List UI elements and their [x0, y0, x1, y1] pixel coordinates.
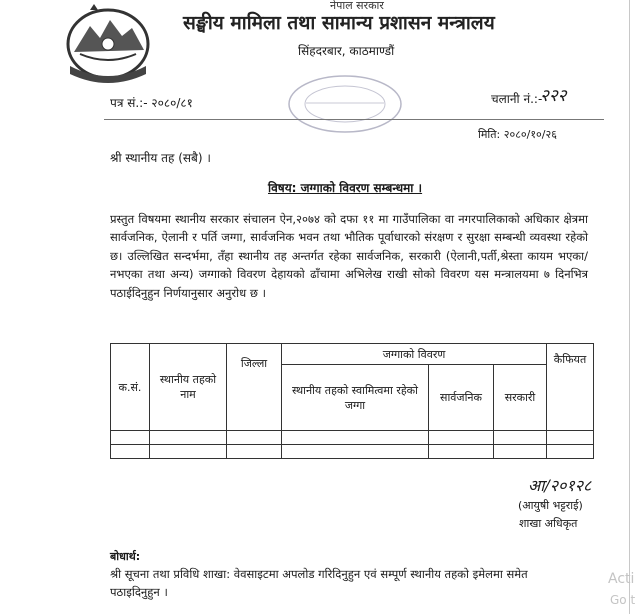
signatory-name: (आयुषी भट्टराई) [518, 499, 583, 512]
activation-watermark-line2: Go t [610, 593, 636, 607]
col-sn: क.सं. [111, 344, 150, 431]
group-header-land: जग्गाको विवरण [282, 344, 547, 365]
body-paragraph: प्रस्तुत विषयमा स्थानीय सरकार संचालन ऐन,२०७४ को दफा ११ मा गाउँपालिका वा नगरपालिकाको अधिकार क्षेत्रमा सार्वजनिक, ऐलानी र पर्ति जग्गा, सार्वजनिक भवन तथा भौतिक पूर्वाधारको संरक्षण र सुरक्षा सम्बन्धी व्यवस्था रहेको छ। उल्लिखित सन्दर्भमा, तँहा स्थानीय तह अन्तर्गत रहेका सार्वजनिक, सरकारी (ऐलानी,पर्ती,श्रेस्ता कायम भएका/नभएका तथा अन्य) जग्गाको विवरण देहायको ढाँचामा अभिलेख राखी सोको विवरण यस मन्त्रालयमा ७ दिनभित्र पठाईदिनुहुन निर्णयानुसार अनुरोध छ । [110, 212, 588, 300]
signature-mark: आ/२०१२८ [528, 476, 592, 495]
patra-number: पत्र सं.:- २०८०/८१ [110, 96, 193, 110]
land-details-table [110, 343, 594, 459]
cc-heading: बोधार्थ: [110, 550, 141, 563]
recipient: श्री स्थानीय तह (सबै) । [110, 151, 211, 165]
chalani-number: २२२ [540, 86, 567, 106]
cc-text: श्री सूचना तथा प्रविधि शाखा: वेवसाइटमा अपलोड गरिदिनुहुन एवं सम्पूर्ण स्थानीय तहको इमेलमा समेत पठाइदिनुहुन । [110, 567, 528, 599]
office-stamp-icon [286, 73, 404, 135]
subject-line: विषय: जग्गाको विवरण सम्बन्धमा । [268, 181, 423, 195]
col-owned-land: स्थानीय तहको स्वामित्वमा रहेको जग्गा [282, 365, 429, 431]
col-local-level: स्थानीय तहको नाम [150, 344, 227, 431]
signatory-title: शाखा अधिकृत [519, 517, 578, 530]
col-remarks: कैफियत [547, 344, 594, 431]
table-row [111, 431, 594, 445]
activation-watermark: Acti [608, 571, 635, 587]
government-line: नेपाल सरकार [330, 0, 384, 12]
letter-date: मिति: २०८०/१०/२६ [478, 128, 557, 141]
ministry-address: सिंहदरबार, काठमाण्डौं [298, 44, 395, 58]
page-edge-line [629, 0, 630, 614]
ministry-title: सङ्घीय मामिला तथा सामान्य प्रशासन मन्त्रालय [183, 12, 495, 34]
header-divider [104, 119, 604, 120]
nepal-emblem-icon [60, 4, 156, 84]
col-government: सरकारी [494, 365, 547, 431]
col-district: जिल्ला [227, 344, 282, 431]
chalani-label: चलानी नं.:- [491, 92, 543, 106]
table-row [111, 445, 594, 459]
col-public: सार्वजनिक [429, 365, 494, 431]
